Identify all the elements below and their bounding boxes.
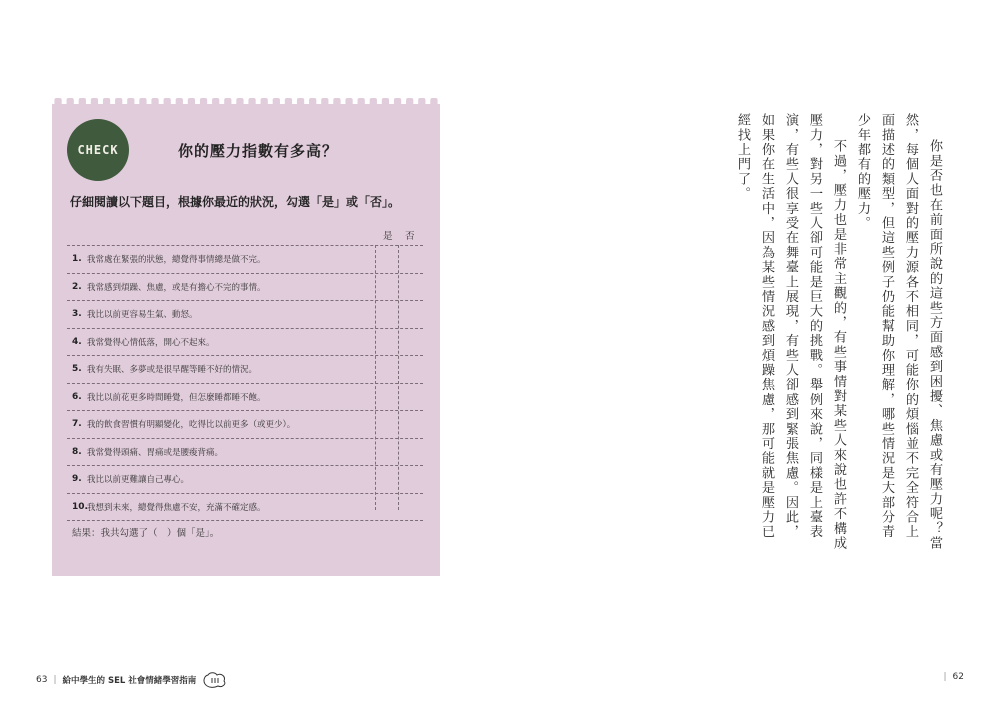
item-number: 3. [72, 309, 82, 320]
item-number: 8. [72, 446, 82, 457]
checklist-row [67, 438, 423, 466]
checklist-row [67, 383, 423, 411]
item-text: 我常覺得頭痛、胃痛或是腰痠背痛。 [87, 447, 224, 458]
checklist-row [67, 355, 423, 383]
footer-right [944, 672, 965, 682]
item-number: 5. [72, 364, 82, 375]
page-number-right: 62 [952, 672, 964, 682]
checklist-table [67, 245, 423, 521]
item-text: 我比以前花更多時間睡覺，但怎麼睡都睡不飽。 [87, 392, 266, 403]
body-paragraph-2: 不過，壓力也是非常主觀的，有些事情對某些人來說也許不構成壓力，對另一些人卻可能是巨大的挑戰。舉例來說，同樣是上臺表演，有些人很享受在舞臺上展現，有些人卻感到緊張焦慮。因此，如果你在生活中，因為某些情況感到煩躁焦慮，那可能就是壓力已經找上門了。 [735, 113, 846, 551]
result-line: 結果：我共勾選了（ ）個「是」。 [72, 528, 220, 539]
item-number: 10. [72, 501, 88, 512]
item-text: 我比以前更難讓自己專心。 [87, 475, 190, 486]
column-header-yes: 是 [383, 231, 393, 242]
item-number: 9. [72, 474, 82, 485]
checklist-row [67, 245, 423, 273]
item-text: 我常覺得心情低落，開心不起來。 [87, 337, 215, 348]
item-number: 2. [72, 281, 82, 292]
item-number: 6. [72, 391, 82, 402]
hand-drawn-bubble-icon [202, 672, 228, 688]
item-text: 我常處在緊張的狀態，總覺得事情總是做不完。 [87, 255, 266, 266]
check-badge [67, 119, 129, 181]
item-number: 1. [72, 254, 82, 265]
card-title: 你的壓力指數有多高？ [178, 142, 339, 160]
column-header-no: 否 [405, 231, 415, 242]
checklist-row [67, 328, 423, 356]
body-paragraph-1: 你是否也在前面所說的這些方面感到困擾、焦慮或有壓力呢？當然，每個人面對的壓力源各不相同，可能你的煩惱並不完全符合上面描述的類型，但這些例子仍能幫助你理解，哪些情況是大部分青少年都有的壓力。 [855, 113, 942, 551]
item-number: 4. [72, 336, 82, 347]
page-number-left: 63 [36, 675, 48, 685]
card-instruction: 仔細閱讀以下題目，根據你最近的狀況，勾選「是」或「否」。 [70, 195, 401, 209]
check-badge-label: CHECK [77, 143, 119, 157]
body-text [730, 113, 946, 553]
item-text: 我比以前更容易生氣、動怒。 [87, 310, 198, 321]
item-text: 我常感到煩躁、焦慮，或是有擔心不完的事情。 [87, 282, 266, 293]
column-divider-no [398, 245, 399, 510]
column-divider-yes [375, 245, 376, 510]
checklist-row [67, 300, 423, 328]
item-text: 我有失眠、多夢或是很早醒等睡不好的情況。 [87, 365, 258, 376]
footer-left [36, 672, 228, 688]
footer-separator: | [943, 672, 947, 682]
item-text: 我的飲食習慣有明顯變化，吃得比以前更多（或更少）。 [87, 420, 296, 431]
item-text: 我想到未來，總覺得焦慮不安，充滿不確定感。 [87, 502, 266, 513]
book-title: 給中學生的 SEL 社會情緒學習指南 [62, 676, 197, 686]
checklist-row [67, 465, 423, 493]
checklist-row [67, 410, 423, 438]
item-number: 7. [72, 419, 82, 430]
checklist-row [67, 273, 423, 301]
checklist-row [67, 493, 423, 522]
footer-separator: | [53, 675, 57, 685]
